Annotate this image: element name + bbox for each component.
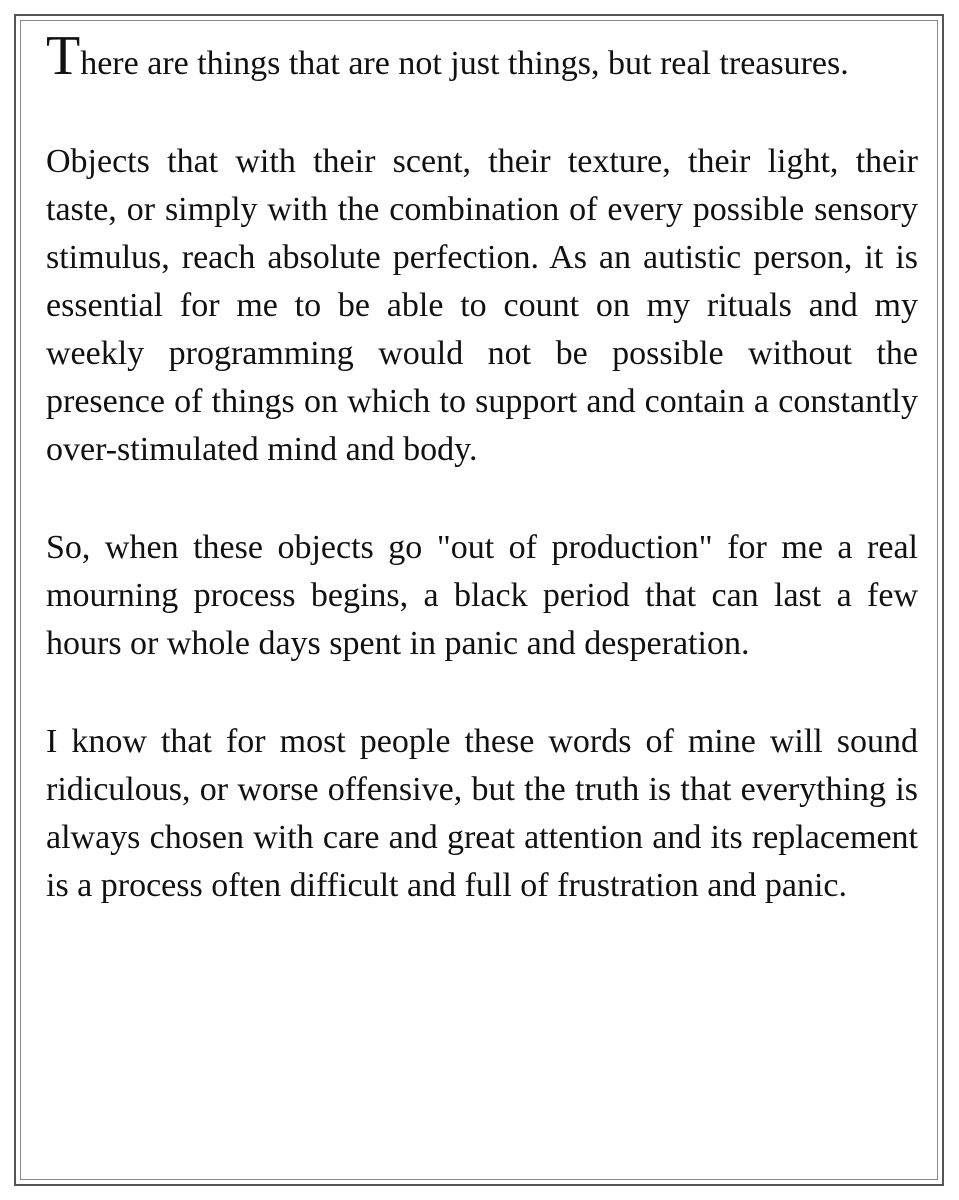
document-body xyxy=(46,25,918,910)
paragraph-1-text: here are things that are not just things, but real treasures. xyxy=(80,45,849,82)
paragraph-3: So, when these objects go "out of production" for me a real mourning process begins, a black period that can last a few hours or whole days spent in panic and desperation. xyxy=(46,529,918,662)
paragraph-1 xyxy=(46,25,918,88)
paragraph-2: Objects that with their scent, their texture, their light, their taste, or simply with the combination of every possible sensory stimulus, reach absolute perfection. As an autistic person, it is essential for me to be able to count on my rituals and my weekly programming would not be possible without the presence of things on which to support and contain a constantly over-stimulated mind and body. xyxy=(46,143,918,468)
paragraph-4: I know that for most people these words of mine will sound ridiculous, or worse offensive, but the truth is that everything is always chosen with care and great attention and its replacement is a process often difficult and full of frustration and panic. xyxy=(46,723,918,904)
drop-cap: T xyxy=(46,25,81,87)
